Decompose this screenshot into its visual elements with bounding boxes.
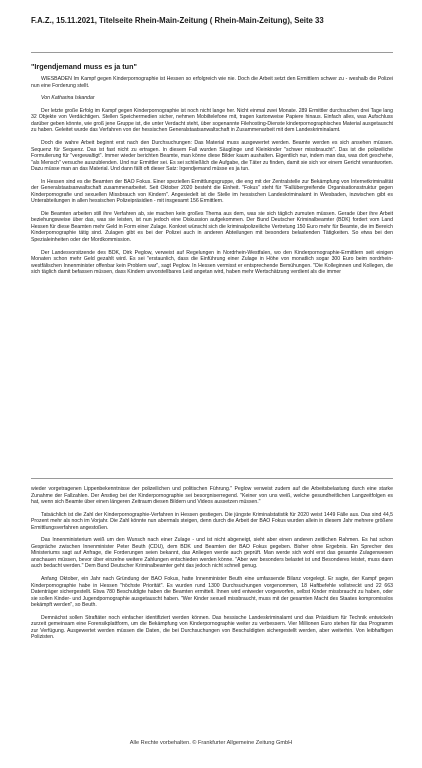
- article-paragraph: Anfang Oktober, ein Jahr nach Gründung der BAO Fokus, hatte Innenminister Beuth eine umfassende Bilanz vorgelegt. Er sagte, der Kampf gegen Kinderpornographie habe in Hessen "höchste Priorität". Es wurden rund 1300 Durchsuchungen vorgenommen, 18 Haftbefehle vollstreckt und 22 663 Datenträger sichergestellt. Etwa 780 Beschuldigte haben die Beamten ermittelt. Ihnen wird entweder vorgeworfen, selbst Kinder missbraucht zu haben, oder sie sollen Kinder- und Jugendpornographie ausgetauscht haben. "Wer Kinder sexuell missbraucht, muss mit der gesamten Macht des Staates kompromisslos bekämpft werden", so Beuth.: [31, 576, 393, 609]
- page-break-divider: [31, 478, 393, 479]
- article-paragraph: Die Beamten arbeiten still ihre Verfahren ab, sie machen kein großes Thema aus dem, was sie sich täglich zumuten müssen. Gerade über ihre Arbeit beziehungsweise über das, was sie leisten, ist nun jedoch eine Diskussion aufgekommen. Der Bund Deutscher Kriminalbeamter (BDK) fordert vom Land Hessen für diese Beamten mehr Geld in Form einer Zulage. Konkret wünscht sich die kriminalpolizeiliche Vertretung 150 Euro mehr für Beamte, die im Bereich Kinderpornographie tätig sind. Zulagen gibt es bei der Polizei auch in anderen Abteilungen mit besonders belastenden Tätigkeiten. So etwa bei den Spezialeinheiten oder der Mordkommission.: [31, 210, 393, 243]
- article-body-bottom: [31, 486, 393, 731]
- article-lead: WIESBADEN Im Kampf gegen Kinderpornographie ist Hessen so erfolgreich wie nie. Doch die Arbeit setzt den Ermittlern schwer zu - weshalb die Polizei nun eine Forderung stellt.: [31, 76, 393, 89]
- article-paragraph: Demnächst sollen Straftäter noch einfacher identifiziert werden können. Das hessische Landeskriminalamt und das Präsidium für Technik entwickeln zurzeit gemeinsam eine Forensikplattform, um die Bekämpfung von Kinderpornographie weiter zu verbessern. Vier Millionen Euro stehen für das Programm zur Verfügung. Ausgewertet werden müssen die Daten, die bei Durchsuchungen von Beschuldigten sichergestellt werden, aber weiterhin. Von leibhaftigen Polizisten.: [31, 614, 393, 641]
- source-line: F.A.Z., 15.11.2021, Titelseite Rhein-Main-Zeitung ( Rhein-Main-Zeitung), Seite 33: [31, 16, 324, 25]
- copyright-footer: Alle Rechte vorbehalten. © Frankfurter Allgemeine Zeitung GmbH: [129, 740, 293, 746]
- article-paragraph: Das Innenministerium weiß um den Wunsch nach einer Zulage - und ist nicht abgeneigt, sieht aber einen anderen zeitlichen Rahmen. Es hat schon Gespräche zwischen Innenminister Peter Beuth (CDU), dem BDK und Beamten der BAO Fokus gegeben. Bisher ohne Ergebnis. Ein Sprecher des Ministeriums sagt auf Anfrage, die Forderungen seien bekannt, das Anliegen werde auch geprüft. Man werde sich wohl erst das gesamte Zulagenwesen anschauen müssen, bevor über einzelne weitere Zahlungen entschieden werden könne. "Aber wer besonders belastet ist und Besonderes leistet, muss dann auch bedacht werden." Dem Bund Deutscher Kriminalbeamter geht das jedoch nicht schnell genug.: [31, 537, 393, 570]
- article-body-top: [31, 76, 393, 473]
- header-divider: [31, 52, 393, 53]
- article-paragraph: Der letzte große Erfolg im Kampf gegen Kinderpornographie ist noch nicht lange her. Nicht einmal zwei Monate. 289 Ermittler durchsuchen drei Tage lang 32 Objekte von Verdächtigen. Stellen Speichermedien sicher, nehmen Mobiltelefone mit, tragen kartonweise Papiere hinaus. Einfach alles, was Aufschluss darüber geben könnte, wie groß jene Gruppe ist, die unter Verdacht steht, über sogenannte Filehosting-Dienste kinderpornographisches Material ausgetauscht zu haben. Geleitet wurde das Verfahren von der hessischen Generalstaatsanwaltschaft in Zusammenarbeit mit dem Landeskriminalamt.: [31, 107, 393, 134]
- article-paragraph: Der Landesvorsitzende des BDK, Dirk Peglow, verweist auf Regelungen in Nordrhein-Westfalen, wo den Kinderpornographie-Ermittlern seit einigen Monaten schon mehr Geld gezahlt wird. Es sei "erstaunlich, dass die Einführung einer Zulage in Höhe von monatlich sogar 300 Euro beim nordrhein-westfälischen Innenminister offenbar kein Problem war", sagt Peglow. In Hessen vermisst er entsprechende Bemühungen. "Die Kolleginnen und Kollegen, die sich täglich damit befassen müssen, dass Kindern unvorstellbares Leid angetan wird, haben mehr Wertschätzung verdient als die immer: [31, 249, 393, 276]
- article-title: "Irgendjemand muss es ja tun": [31, 62, 137, 71]
- article-paragraph: Doch die wahre Arbeit beginnt erst nach den Durchsuchungen: Das Material muss ausgewertet werden. Beamte werden es sich ansehen müssen. Sequenz für Sequenz. Das ist fast nicht zu ertragen. In diesem Fall wurden Säuglinge und Kleinkinder "schwer missbraucht". Das ist die polizeiliche Formulierung für "vergewaltigt". Immer wieder berichten Beamte, man könne diese Bilder kaum aushalten. Eigentlich nur, indem man das, was dort geschehe, "als Mensch" versuche auszublenden. Und nur Ermittler sei. Es sei schließlich die Aufgabe, die Täter zu finden, damit sie sich vor einem Gericht verantworten. Dazu müsse man an das Material. Und dann fällt oft dieser Satz: Irgendjemand müsse es ja tun.: [31, 140, 393, 173]
- article-paragraph: In Hessen sind es die Beamten der BAO Fokus. Einer speziellen Ermittlungsgruppe, die eng mit der Zentralstelle zur Bekämpfung von Internetkriminalität der Generalstaatsanwaltschaft zusammenarbeitet. Seit Oktober 2020 besteht die Einheit. "Fokus" steht für "Fallübergreifende Organisationsstruktur gegen Kinderpornografie und sexuellen Missbrauch von Kindern". Angesiedelt ist die Stelle im hessischen Landeskriminalamt in Wiesbaden, inzwischen gibt es Unterabteilungen in allen hessischen Polizeipräsidien - mit insgesamt 156 Ermittlern.: [31, 178, 393, 205]
- article-paragraph: Tatsächlich ist die Zahl der Kinderpornographie-Verfahren in Hessen gestiegen. Die jüngste Kriminalstatistik für 2020 weist 1449 Fälle aus. Das sind 44,5 Prozent mehr als noch im Vorjahr. Die Zahl könnte nun abermals steigen, denn durch die Arbeit der BAO Fokus wurden allein in diesem Jahr mehrere größere Ermittlungsverfahren angestoßen.: [31, 511, 393, 531]
- article-author: Von Katharina Iskandar: [41, 95, 95, 102]
- article-paragraph: wieder vorgetragenen Lippenbekenntnisse der polizeilichen und politischen Führung." Peglow verweist zudem auf die Arbeitsbelastung durch eine starke Zunahme der Fallzahlen. Der Anstieg bei der Kinderpornographie sei besorgniserregend. "Keiner von uns weiß, welche gesundheitlichen Langzeitfolgen es hat, wenn sich Beamte über einen längeren Zeitraum diesen Bildern und Videos aussetzen müssen.": [31, 486, 393, 505]
